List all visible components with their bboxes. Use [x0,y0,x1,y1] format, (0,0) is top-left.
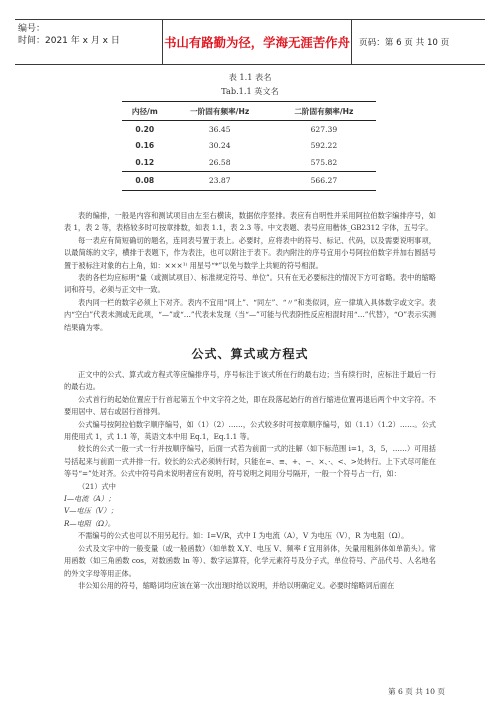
date-label: 时间：2021 年 x 月 x 日 [18,36,120,46]
header-page-info: 页码：第 6 页 共 10 页 [359,38,450,48]
paragraph: 表的编排，一般是内容和测试项目由左至右横读，数据依序竖排。表应有自明性并采用阿拉伯数字编排序号，如表 1，表 2 等，表格较多时可按章排数，如表 1.1，表 2.3 等。中文表题、表号应用楷体_GB2312 字体，五号字。 [64,211,436,233]
table-cell: 575.82 [310,157,338,167]
paragraph: 较长的公式一般一式一行并按顺序编号，后面一式若为前面一式的注解（如下标范围 i=1，3，5，……）可用括号括起来与前面一式并排一行。较长的公式必须转行时，只能在=、≡、+、−、×、·、<、>处转行。上下式尽可能在等号“=”处对齐。公式中符号尚未说明者应有说明，符号说明之间用分号隔开，一般一个符号占一行，如： [64,444,436,479]
table-cell: 0.16 [135,141,155,151]
section-title: 公式、算式或方程式 [191,347,309,361]
table-row [122,171,376,190]
table-cell: 26.58 [208,157,231,167]
paragraph: 表内同一栏的数字必须上下对齐。表内不宜用“同上”、“同左”、“〃”和类似词，应一律填入具体数字或文字。表内“空白”代表未测或无此项，“—”或“…”代表未发现（当“—”可能与代表阴性反应相混时用“…”代替），“O”表示实测结果确为零。 [64,297,436,332]
page-header [15,19,485,65]
paragraph: 每一表应有简短确切的题名，连同表号置于表上。必要时，应将表中的符号、标记、代码，以及需要说明事项，以最简练的文字，横排于表题下，作为表注，也可以附注于表下。表内附注的序号宜用小号阿拉伯数字并加右圆括号置于被标注对象的右上角，如：×××¹⁾ 用星号“*”以免与数学上共轭的符号相混。 [64,235,436,270]
paragraph: 表的各栏均应标明“量（或测试项目）、标准规定符号、单位”。只有在无必要标注的情况下方可省略。表中的缩略词和符号，必须与正文中一致。 [64,273,436,295]
paragraph: 公式编号按阿拉伯数字顺序编号，如（1）（2）……，公式较多时可按章顺序编号，如（1.1）（1.2）……。公式用使用式 1，式 1.1 等，英语文本中用 Eq.1，Eq.1.1 等。 [64,419,436,442]
formula-symbol-item: V—电压（V）； [64,506,118,516]
table-cell: 592.22 [310,141,338,151]
table-cell: 36.45 [208,124,231,134]
table-row [122,154,376,171]
formula-label: （21）式中 [78,481,116,491]
table-cell: 627.39 [310,124,338,134]
formula-symbol-item: R—电阻（Ω）。 [64,518,115,528]
header-motto: 书山有路勤为径，学海无涯苦作舟 [164,35,350,50]
frequency-table [122,101,376,191]
paragraph: 不需编号的公式也可以不用另起行。如：I=V/R，式中 I 为电流（A），V 为电压（V），R 为电阻（Ω）。 [78,531,409,541]
table-caption-cn: 表 1.1 表名 [228,72,272,82]
table-row [122,121,376,138]
header-meta [18,23,120,47]
table-rules-text [64,210,436,334]
header-divider [351,20,352,64]
table-cell: 23.87 [168,171,272,190]
paragraph: 非公知公用的符号，缩略词均应该在第一次出现时给以说明，并给以明确定义。必要时缩略词后面在 [78,580,395,590]
table-cell: 0.20 [135,124,155,134]
column-header: 一阶固有频率/Hz [168,102,272,121]
paragraph: 公式及文字中的一般变量（或一般函数）（如单数 X,Y、电压 V、频率 f 宜用斜体，矢量用粗斜体如单箭头）。常用函数（如三角函数 cos，对数函数 ln 等）、数字运算符，化学元素符号及分子式，单位符号、产品代号、人名地名的外文字母等用正体。 [64,543,436,578]
paragraph: 公式首行的起始位置应于行首起第五个中文字符之处，即在段落起始行的首行缩进位置再退后两个中文字符。不要用居中、居右或居行首排列。 [64,394,436,417]
serial-label: 编号： [18,24,46,34]
table-cell: 566.27 [272,171,376,190]
paragraph: 正文中的公式、算式或方程式等应编排序号，序号标注于该式所在行的最右边；当有续行时，应标注于最后一行的最右边。 [64,370,436,392]
table-cell: 0.12 [135,157,155,167]
column-header: 二阶固有频率/Hz [272,102,376,121]
table-cell: 0.08 [122,171,168,190]
page-number: 第 6 页 共 10 页 [388,687,445,696]
column-header: 内径/m [122,102,168,121]
table-cell: 30.24 [208,141,231,151]
table-header-row [122,102,376,121]
table-row [122,138,376,155]
table-caption-en: Tab.1.1 英文名 [221,86,279,96]
formula-symbol-item: I—电流（A）； [64,494,116,504]
formula-rules-text [64,369,436,592]
